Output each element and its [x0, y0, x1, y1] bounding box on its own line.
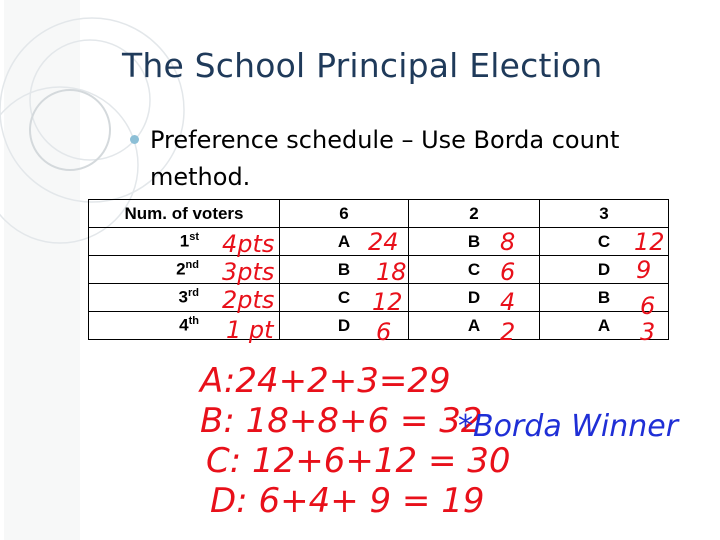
tally-line-a: A:24+2+3=29 [200, 361, 451, 401]
score-label: 8 [500, 228, 516, 256]
header-cell: 3 [540, 200, 669, 228]
choice-cell: B [280, 256, 409, 284]
rank-suffix: rd [188, 287, 199, 300]
points-label: 4pts [222, 230, 275, 258]
score-label: 12 [372, 288, 403, 316]
choice-cell: C [540, 228, 669, 256]
header-cell: Num. of voters [89, 200, 280, 228]
choice-cell: D [409, 284, 540, 312]
choice-cell: A [280, 228, 409, 256]
slide-title: The School Principal Election [122, 46, 603, 85]
borda-winner-note: *Borda Winner [458, 409, 679, 444]
score-label: 12 [634, 228, 665, 256]
score-label: 6 [640, 292, 656, 320]
points-label: 3pts [222, 258, 275, 286]
score-label: 9 [636, 256, 652, 284]
score-label: 2 [500, 318, 516, 346]
choice-cell: A [409, 312, 540, 340]
tally-line-b: B: 18+8+6 = 32 [200, 401, 483, 441]
tally-line-d: D: 6+4+ 9 = 19 [210, 481, 485, 521]
score-label: 24 [368, 228, 399, 256]
score-label: 4 [500, 288, 516, 316]
choice-cell: B [540, 284, 669, 312]
rank-number: 2 [176, 259, 186, 279]
score-label: 6 [376, 318, 392, 346]
choice-cell: C [409, 256, 540, 284]
choice-cell: D [540, 256, 669, 284]
rank-number: 3 [178, 287, 188, 307]
bullet-text: Preference schedule – Use Borda count method. [150, 126, 620, 191]
rank-number: 1 [179, 231, 190, 251]
score-label: 18 [376, 258, 407, 286]
points-label: 2pts [222, 286, 275, 314]
rank-number: 4 [179, 315, 189, 335]
choice-cell: D [280, 312, 409, 340]
tally-line-c: C: 12+6+12 = 30 [206, 441, 511, 481]
points-label: 1 pt [226, 316, 274, 344]
score-label: 3 [640, 318, 656, 346]
rank-suffix: th [188, 315, 199, 328]
rank-suffix: nd [185, 259, 199, 272]
score-label: 6 [500, 258, 516, 286]
choice-cell: A [540, 312, 669, 340]
header-cell: 2 [409, 200, 540, 228]
header-cell: 6 [280, 200, 409, 228]
choice-cell: B [409, 228, 540, 256]
choice-cell: C [280, 284, 409, 312]
rank-suffix: st [189, 231, 199, 244]
